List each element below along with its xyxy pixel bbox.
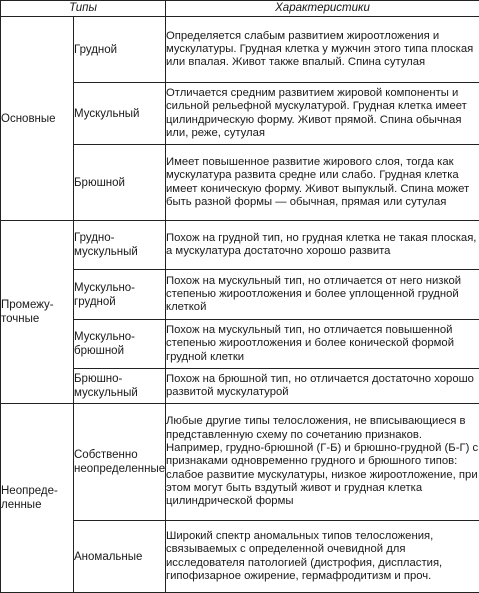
header-types: Типы	[1, 1, 166, 17]
type-description: Широкий спектр аномальных типов телосложения, связываемых с определенной очевидной для исследователя патологией (дистрофия, диспластия, гипофизарное ожирение, гермафродитизм и проч.	[166, 521, 479, 593]
type-description: Похож на мускульный тип, но отличается от него низкой степенью жироотложения и более уплощенной грудной клеткой	[166, 270, 479, 320]
group-label-undefined: Неопреде-ленные	[1, 404, 74, 593]
type-label: Грудной	[74, 17, 166, 83]
header-row	[1, 1, 479, 17]
type-label: Мускульный	[74, 83, 166, 145]
group-label-text: Промежу-точные	[1, 299, 54, 325]
table-row	[1, 404, 479, 521]
group-label-intermediate	[1, 221, 74, 404]
header-characteristics: Характеристики	[166, 1, 479, 17]
type-label: Брюшной	[74, 145, 166, 221]
type-description: Имеет повышенное развитие жирового слоя, тогда как мускулатура развита средне или слабо. Грудная клетка имеет коническую форму. Живот выпуклый. Спина может быть разной формы — обычная, прямая или сутулая	[166, 145, 479, 221]
table-row	[1, 17, 479, 83]
type-description: Отличается средним развитием жировой компоненты и сильной рельефной мускулатурой. Грудная клетка имеет цилиндрическую форму. Живот прямой. Спина обычная или, реже, сутулая	[166, 83, 479, 145]
type-label: Брюшно-мускульный	[74, 369, 166, 404]
type-description: Любые другие типы телосложения, не вписывающиеся в представленную схему по сочетанию признаков. Например, грудно-брюшной (Г-Б) и брюшно-грудной (Б-Г) с признаками одновременно грудного и брюшного типов: слабое развитие мускулатуры, низкое жироотложение, при этом могут быть вздутый живот и грудная клетка цилиндрической формы	[166, 404, 479, 521]
type-label: Собственно неопределенные	[74, 404, 166, 521]
type-label: Мускульно-брюшной	[74, 320, 166, 369]
type-description: Определяется слабым развитием жироотложения и мускулатуры. Грудная клетка у мужчин этого типа плоская или впалая. Живот также впалый. Спина сутулая	[166, 17, 479, 83]
type-description: Похож на брюшной тип, но отличается достаточно хорошо развитой мускулатурой	[166, 369, 479, 404]
type-label: Грудно-мускульный	[74, 221, 166, 270]
type-description: Похож на мускульный тип, но отличается повышенной степенью жироотложения и более конической формой грудной клетки	[166, 320, 479, 369]
type-description: Похож на грудной тип, но грудная клетка не такая плоская, а мускулатура достаточно хорошо развита	[166, 221, 479, 270]
type-label: Мускульно-грудной	[74, 270, 166, 320]
group-label-main: Основные	[1, 17, 74, 221]
table-row	[1, 221, 479, 270]
type-label: Аномальные	[74, 521, 166, 593]
